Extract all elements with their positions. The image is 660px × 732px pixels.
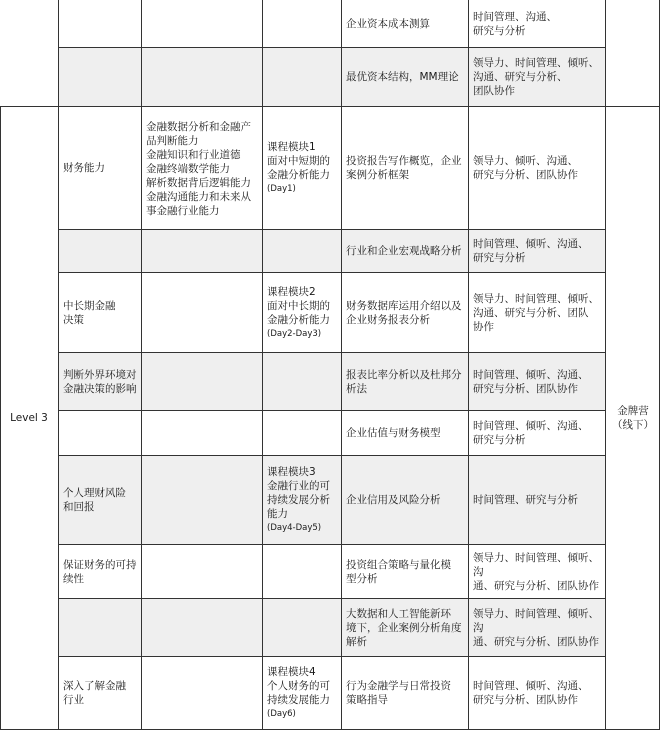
topic-text: 企业信用及风险分析 <box>346 494 441 506</box>
module-cell <box>263 657 341 729</box>
topic-text: 最优资本结构，MM理论 <box>346 71 459 83</box>
topic-cell <box>342 545 468 598</box>
skills-text: 领导力、倾听、沟通、 研究与分析、团队协作 <box>473 155 578 181</box>
col2-cell <box>59 456 141 544</box>
col2-cell <box>59 273 141 352</box>
topic-cell <box>342 273 468 352</box>
skills-text: 领导力、时间管理、倾听、沟 通、研究与分析、团队协作 <box>473 551 599 592</box>
module-days: (Day2-Day3) <box>267 328 322 339</box>
topic-text: 企业估值与财务模型 <box>346 427 441 439</box>
module-cell <box>263 107 341 229</box>
skills-text: 领导力、时间管理、倾听、 沟通、研究与分析、 团队协作 <box>473 57 599 97</box>
skills-cell <box>469 657 605 729</box>
col2-text: 判断外界环境对 金融决策的影响 <box>63 368 137 395</box>
topic-cell <box>342 230 468 272</box>
topic-text: 投资报告写作概览，企业 案例分析框架 <box>346 155 462 181</box>
skills-cell <box>469 353 605 410</box>
topic-cell <box>342 107 468 229</box>
skills-cell <box>469 411 605 455</box>
skills-cell <box>469 48 605 106</box>
module-days: (Day1) <box>267 184 296 194</box>
topic-text: 企业资本成本测算 <box>346 17 430 30</box>
module-title: 课程模块3 金融行业的可 持续发展分析 能力 <box>267 466 330 520</box>
topic-cell <box>342 353 468 410</box>
col2-cell <box>59 657 141 729</box>
module-cell <box>263 273 341 352</box>
abilities-text: 金融数据分析和金融产 品判断能力 金融知识和行业道德 金融终端数学能力 解析数据背后逻辑能力 金融沟通能力和未来从 事金融行业能力 <box>146 121 251 217</box>
module-days: (Day6) <box>267 709 296 719</box>
col2-text: 深入了解金融 行业 <box>63 680 126 706</box>
col2-text: 中长期金融 决策 <box>63 299 116 326</box>
skills-cell <box>469 545 605 598</box>
skills-cell <box>469 230 605 272</box>
topic-cell <box>342 456 468 544</box>
camp-label: 金牌营 （线下） <box>612 405 654 431</box>
skills-text: 领导力、时间管理、倾听、 沟通、研究与分析、团队 协作 <box>473 292 599 333</box>
skills-text: 时间管理、倾听、沟通、 研究与分析 <box>473 420 589 446</box>
skills-cell <box>469 456 605 544</box>
col2-cell <box>59 545 141 598</box>
topic-text: 报表比率分析以及杜邦分 析法 <box>346 368 462 395</box>
topic-text: 行业和企业宏观战略分析 <box>346 245 462 257</box>
topic-text: 行为金融学与日常投资 策略指导 <box>346 680 451 706</box>
col2-text: 保证财务的可持 续性 <box>63 558 137 585</box>
module-cell <box>263 456 341 544</box>
skills-text: 时间管理、倾听、沟通、 研究与分析、团队协作 <box>473 368 589 395</box>
skills-text: 时间管理、研究与分析 <box>473 494 578 506</box>
topic-text: 大数据和人工智能新环 境下，企业案例分析角度 解析 <box>346 607 462 648</box>
skills-cell <box>469 0 605 47</box>
skills-cell <box>469 273 605 352</box>
skills-text: 时间管理、倾听、沟通、 研究与分析、团队协作 <box>473 680 589 706</box>
skills-text: 时间管理、沟通、 研究与分析 <box>473 10 557 37</box>
col2-text: 个人理财风险 和回报 <box>63 487 126 513</box>
col2-cell <box>59 353 141 410</box>
skills-text: 领导力、时间管理、倾听、沟 通、研究与分析、团队协作 <box>473 607 599 648</box>
skills-text: 时间管理、倾听、沟通、 研究与分析 <box>473 238 589 264</box>
skills-cell <box>469 599 605 656</box>
topic-cell <box>342 599 468 656</box>
camp-cell <box>606 107 660 729</box>
topic-text: 投资组合策略与量化模 型分析 <box>346 558 451 585</box>
topic-cell <box>342 0 468 47</box>
topic-cell <box>342 48 468 106</box>
abilities-cell <box>142 107 262 229</box>
col2-text: 财务能力 <box>63 162 105 174</box>
level-label: Level 3 <box>10 412 48 424</box>
skills-cell <box>469 107 605 229</box>
module-title: 课程模块1 面对中短期的 金融分析能力 <box>267 141 330 181</box>
level-cell <box>0 107 58 729</box>
module-days: (Day4-Day5) <box>267 523 322 533</box>
col2-cell <box>59 107 141 229</box>
module-title: 课程模块4 个人财务的可 持续发展能力 <box>267 666 330 706</box>
topic-cell <box>342 657 468 729</box>
module-title: 课程模块2 面对中长期的 金融分析能力 <box>267 285 330 326</box>
topic-text: 财务数据库运用介绍以及 企业财务报表分析 <box>346 299 462 326</box>
topic-cell <box>342 411 468 455</box>
